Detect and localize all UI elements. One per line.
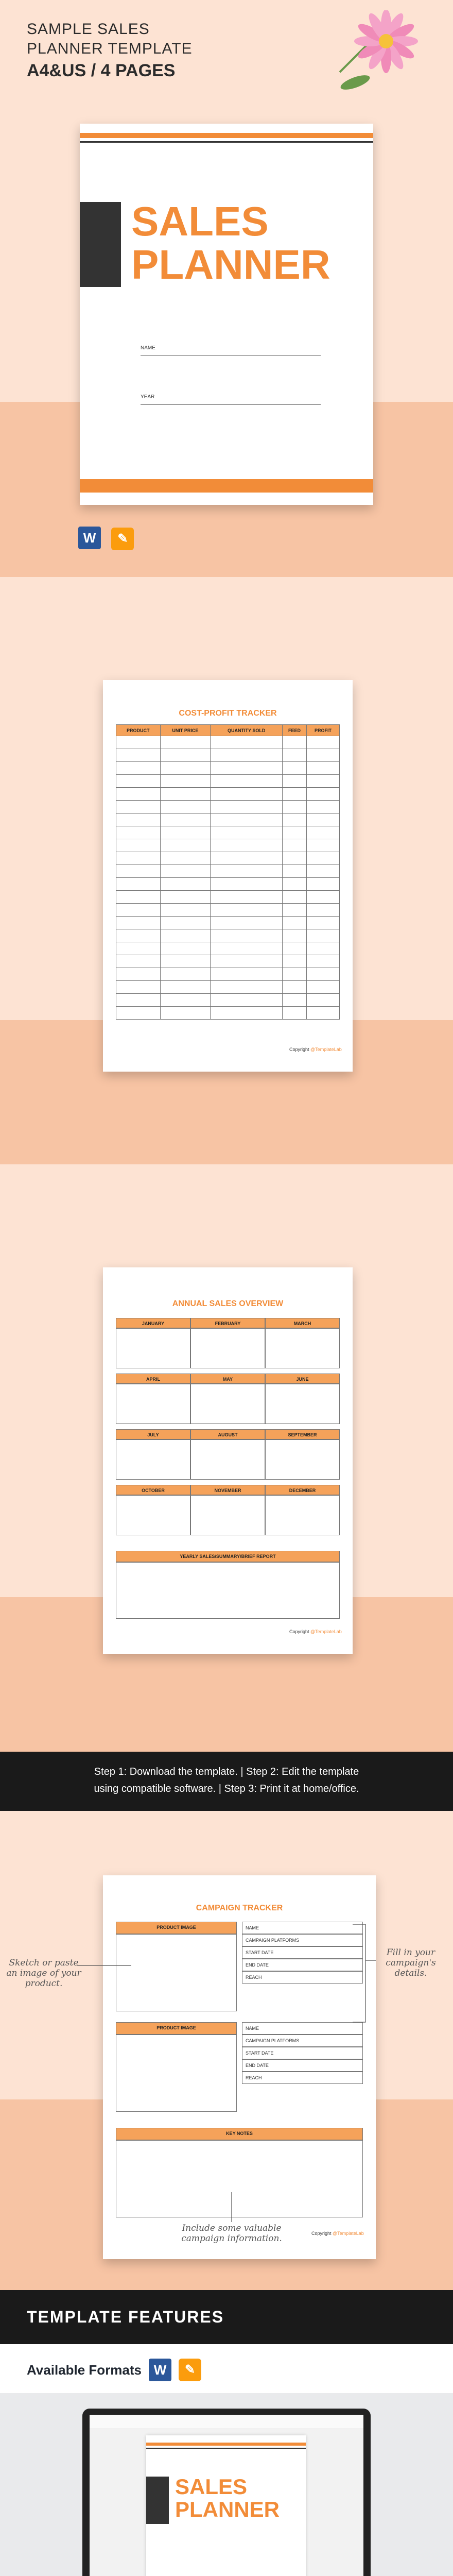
month-box[interactable] [116, 1495, 190, 1535]
table-cell[interactable] [307, 736, 340, 749]
screen-doc-title [175, 2476, 280, 2521]
features-banner [0, 2290, 453, 2344]
cost-profit-table-body [116, 736, 340, 1020]
month-header: MARCH [265, 1318, 340, 1328]
month-box[interactable] [190, 1495, 265, 1535]
table-cell[interactable] [211, 917, 283, 929]
table-cell[interactable] [283, 788, 307, 801]
table-row [116, 852, 340, 865]
campaign-field[interactable]: CAMPAIGN PLATFORMS [242, 2035, 363, 2047]
table-cell[interactable] [307, 955, 340, 968]
table-header-row [116, 725, 340, 736]
annotation-left-connector [77, 1960, 134, 1971]
table-cell[interactable] [307, 749, 340, 762]
table-cell[interactable] [160, 955, 211, 968]
table-cell[interactable] [160, 994, 211, 1007]
table-cell[interactable] [160, 826, 211, 839]
table-row [116, 878, 340, 891]
table-cell[interactable] [160, 891, 211, 904]
table-cell[interactable] [160, 788, 211, 801]
table-cell[interactable] [211, 775, 283, 788]
campaign-title: CAMPAIGN TRACKER [196, 1904, 283, 1912]
month-box[interactable] [190, 1328, 265, 1368]
word-icon: W [78, 527, 101, 549]
features-banner-title: TEMPLATE FEATURES [27, 2308, 224, 2326]
table-row [116, 826, 340, 839]
table-cell[interactable] [211, 968, 283, 981]
table-cell[interactable] [211, 904, 283, 917]
table-row [116, 917, 340, 929]
table-cell[interactable] [160, 904, 211, 917]
table-cell[interactable] [307, 801, 340, 814]
hero-line1: SAMPLE SALES [27, 21, 150, 38]
annotation-details: Fill in your campaign's details. [386, 1947, 436, 1978]
copyright-line [289, 1047, 342, 1052]
table-cell[interactable] [116, 736, 161, 749]
hero-line2: PLANNER TEMPLATE [27, 40, 193, 57]
table-row [116, 788, 340, 801]
table-cell[interactable] [283, 955, 307, 968]
screen-doc-title-line1: SALES [175, 2475, 248, 2499]
cost-profit-section [0, 577, 453, 1164]
report-box[interactable] [116, 1562, 340, 1619]
column-header: PROFIT [307, 725, 340, 736]
table-cell[interactable] [211, 749, 283, 762]
table-cell[interactable] [160, 929, 211, 942]
name-label: NAME [141, 345, 155, 351]
table-cell[interactable] [116, 801, 161, 814]
table-row [116, 981, 340, 994]
table-cell[interactable] [160, 775, 211, 788]
cover-bottom-bar [80, 479, 373, 493]
key-notes-box[interactable] [116, 2140, 363, 2217]
table-cell[interactable] [116, 929, 161, 942]
table-cell[interactable] [160, 865, 211, 878]
table-cell[interactable] [116, 826, 161, 839]
table-cell[interactable] [307, 762, 340, 775]
table-cell[interactable] [116, 839, 161, 852]
month-header: DECEMBER [265, 1485, 340, 1495]
month-box[interactable] [265, 1328, 340, 1368]
table-cell[interactable] [116, 891, 161, 904]
table-cell[interactable] [211, 788, 283, 801]
table-cell[interactable] [211, 891, 283, 904]
column-header: QUANTITY SOLD [211, 725, 283, 736]
table-cell[interactable] [211, 878, 283, 891]
table-cell[interactable] [211, 839, 283, 852]
table-cell[interactable] [283, 891, 307, 904]
product-image-header: PRODUCT IMAGE [116, 2022, 237, 2035]
brand-link[interactable]: @TemplateLab [310, 1629, 342, 1634]
campaign-field[interactable]: NAME [242, 1922, 363, 1934]
table-cell[interactable] [283, 994, 307, 1007]
table-cell[interactable] [211, 929, 283, 942]
table-cell[interactable] [307, 917, 340, 929]
annotation-sketch: Sketch or paste an image of your product. [6, 1958, 81, 1989]
table-cell[interactable] [116, 1007, 161, 1020]
table-row [116, 1007, 340, 1020]
table-cell[interactable] [160, 801, 211, 814]
month-header: OCTOBER [116, 1485, 190, 1495]
table-cell[interactable] [116, 968, 161, 981]
month-header: SEPTEMBER [265, 1429, 340, 1439]
report-header: YEARLY SALES/SUMMARY/BRIEF REPORT [116, 1551, 340, 1562]
table-cell[interactable] [307, 981, 340, 994]
brand-link[interactable]: @TemplateLab [333, 2231, 364, 2236]
table-cell[interactable] [283, 801, 307, 814]
table-cell[interactable] [307, 891, 340, 904]
table-cell[interactable] [283, 981, 307, 994]
month-box[interactable] [265, 1384, 340, 1424]
table-cell[interactable] [160, 968, 211, 981]
product-image-header: PRODUCT IMAGE [116, 1922, 237, 1934]
table-cell[interactable] [160, 1007, 211, 1020]
table-cell[interactable] [116, 878, 161, 891]
column-header: FEED [283, 725, 307, 736]
annual-sales-section [0, 1164, 453, 1752]
table-row [116, 994, 340, 1007]
laptop [67, 2409, 386, 2576]
screen-doc-line [146, 2448, 306, 2449]
table-cell[interactable] [211, 1007, 283, 1020]
table-cell[interactable] [116, 955, 161, 968]
cover-title-line1: SALES [131, 198, 269, 244]
screen-doc-title-line2: PLANNER [175, 2497, 280, 2521]
copyright-text: Copyright [289, 1047, 309, 1052]
table-cell[interactable] [116, 762, 161, 775]
month-box[interactable] [116, 1384, 190, 1424]
table-cell[interactable] [307, 1007, 340, 1020]
column-header: UNIT PRICE [160, 725, 211, 736]
screen-doc-block [146, 2477, 169, 2524]
campaign-section [0, 1811, 453, 2290]
table-row [116, 955, 340, 968]
table-cell[interactable] [283, 762, 307, 775]
table-cell[interactable] [116, 981, 161, 994]
cover-page [80, 124, 373, 505]
product-image-box[interactable] [116, 2035, 237, 2112]
month-header: JUNE [265, 1374, 340, 1384]
table-cell[interactable] [116, 865, 161, 878]
month-box[interactable] [116, 1439, 190, 1480]
flower-image [319, 10, 432, 93]
table-row [116, 839, 340, 852]
table-cell[interactable] [307, 788, 340, 801]
table-cell[interactable] [283, 736, 307, 749]
copyright-line [311, 2231, 364, 2236]
table-cell[interactable] [116, 917, 161, 929]
month-header: MAY [190, 1374, 265, 1384]
campaign-field[interactable]: REACH [242, 1971, 363, 1984]
hero-format-icons [78, 527, 134, 550]
annual-sales-page [103, 1267, 353, 1654]
campaign-field[interactable]: START DATE [242, 1946, 363, 1959]
cover-title-line2: PLANNER [131, 242, 330, 287]
campaign-field[interactable]: END DATE [242, 2059, 363, 2072]
table-cell[interactable] [160, 917, 211, 929]
month-header: NOVEMBER [190, 1485, 265, 1495]
campaign-field[interactable]: END DATE [242, 1959, 363, 1971]
table-cell[interactable] [283, 929, 307, 942]
table-row [116, 762, 340, 775]
month-header: APRIL [116, 1374, 190, 1384]
table-cell[interactable] [160, 814, 211, 826]
table-cell[interactable] [160, 762, 211, 775]
table-cell[interactable] [211, 801, 283, 814]
table-cell[interactable] [211, 981, 283, 994]
month-box[interactable] [265, 1495, 340, 1535]
table-cell[interactable] [160, 942, 211, 955]
laptop-screen [90, 2415, 363, 2576]
month-box[interactable] [265, 1439, 340, 1480]
table-cell[interactable] [307, 942, 340, 955]
campaign-page [103, 1875, 376, 2259]
month-box[interactable] [190, 1384, 265, 1424]
table-cell[interactable] [116, 852, 161, 865]
table-cell[interactable] [116, 749, 161, 762]
table-cell[interactable] [283, 826, 307, 839]
formats-label: Available Formats [27, 2362, 142, 2378]
month-box[interactable] [190, 1439, 265, 1480]
cover-dark-block [80, 202, 121, 287]
table-cell[interactable] [283, 775, 307, 788]
features-section [0, 2344, 453, 2576]
table-cell[interactable] [116, 994, 161, 1007]
table-cell[interactable] [211, 852, 283, 865]
table-cell[interactable] [211, 942, 283, 955]
year-label: YEAR [141, 394, 155, 400]
table-cell[interactable] [211, 762, 283, 775]
table-cell[interactable] [116, 814, 161, 826]
table-cell[interactable] [160, 878, 211, 891]
table-cell[interactable] [116, 904, 161, 917]
table-cell[interactable] [211, 814, 283, 826]
table-cell[interactable] [307, 929, 340, 942]
table-cell[interactable] [307, 994, 340, 1007]
table-cell[interactable] [283, 968, 307, 981]
table-cell[interactable] [160, 839, 211, 852]
hero-section [0, 0, 453, 577]
annotation-right-connector [350, 1922, 378, 2025]
table-cell[interactable] [283, 749, 307, 762]
table-row [116, 775, 340, 788]
column-header: PRODUCT [116, 725, 161, 736]
month-header: FEBRUARY [190, 1318, 265, 1328]
annotation-bottom-connector [229, 2192, 234, 2223]
table-row [116, 904, 340, 917]
name-line [141, 355, 321, 356]
campaign-field[interactable]: CAMPAIGN PLATFORMS [242, 1934, 363, 1946]
copyright-line [289, 1629, 342, 1634]
month-header: JULY [116, 1429, 190, 1439]
table-row [116, 801, 340, 814]
table-cell[interactable] [307, 839, 340, 852]
word-ribbon [90, 2415, 363, 2429]
table-row [116, 749, 340, 762]
table-row [116, 736, 340, 749]
steps-line1: Step 1: Download the template. | Step 2: Edit the template [94, 1766, 359, 1777]
table-cell[interactable] [307, 878, 340, 891]
table-cell[interactable] [160, 736, 211, 749]
cost-profit-table [116, 724, 340, 1020]
table-cell[interactable] [116, 942, 161, 955]
month-box[interactable] [116, 1328, 190, 1368]
campaign-field[interactable]: NAME [242, 2022, 363, 2035]
table-row [116, 814, 340, 826]
table-cell[interactable] [211, 826, 283, 839]
table-cell[interactable] [160, 852, 211, 865]
table-row [116, 968, 340, 981]
table-cell[interactable] [307, 814, 340, 826]
year-line [141, 404, 321, 405]
copyright-text: Copyright [289, 1629, 309, 1634]
table-cell[interactable] [307, 904, 340, 917]
word-icon: W [149, 2359, 171, 2381]
table-cell[interactable] [307, 865, 340, 878]
cover-top-line [80, 141, 373, 143]
cover-top-bar [80, 133, 373, 138]
table-row [116, 929, 340, 942]
screen-doc-bar [146, 2443, 306, 2446]
screen-document [146, 2435, 306, 2576]
steps-line2: using compatible software. | Step 3: Print it at home/office. [94, 1783, 359, 1794]
annual-sales-title: ANNUAL SALES OVERVIEW [172, 1299, 284, 1308]
table-row [116, 891, 340, 904]
table-cell[interactable] [211, 865, 283, 878]
table-cell[interactable] [116, 788, 161, 801]
month-header: JANUARY [116, 1318, 190, 1328]
cost-profit-title: COST-PROFIT TRACKER [179, 709, 277, 718]
copyright-text: Copyright [311, 2231, 332, 2236]
table-cell[interactable] [283, 814, 307, 826]
month-header: AUGUST [190, 1429, 265, 1439]
table-row [116, 865, 340, 878]
cost-profit-page [103, 680, 353, 1072]
formats-row [27, 2354, 201, 2385]
table-cell[interactable] [307, 826, 340, 839]
table-cell[interactable] [160, 981, 211, 994]
table-cell[interactable] [116, 775, 161, 788]
product-image-box[interactable] [116, 1934, 237, 2011]
hero-line3: A4&US / 4 PAGES [27, 61, 176, 80]
table-cell[interactable] [283, 942, 307, 955]
table-cell[interactable] [307, 852, 340, 865]
table-cell[interactable] [211, 955, 283, 968]
table-cell[interactable] [160, 749, 211, 762]
table-cell[interactable] [283, 839, 307, 852]
table-cell[interactable] [211, 736, 283, 749]
pages-icon: ✎ [179, 2359, 201, 2381]
table-cell[interactable] [211, 994, 283, 1007]
table-row [116, 942, 340, 955]
annotation-campaign-info: Include some valuable campaign information. [181, 2223, 282, 2244]
table-cell[interactable] [283, 1007, 307, 1020]
key-notes-header: KEY NOTES [116, 2128, 363, 2140]
table-cell[interactable] [307, 968, 340, 981]
table-cell[interactable] [283, 865, 307, 878]
table-cell[interactable] [283, 917, 307, 929]
brand-link[interactable]: @TemplateLab [310, 1047, 342, 1052]
campaign-field[interactable]: START DATE [242, 2047, 363, 2059]
table-cell[interactable] [283, 878, 307, 891]
cover-title [131, 200, 330, 286]
table-cell[interactable] [283, 904, 307, 917]
table-cell[interactable] [283, 852, 307, 865]
campaign-field[interactable]: REACH [242, 2072, 363, 2084]
table-cell[interactable] [307, 775, 340, 788]
steps-band [0, 1752, 453, 1811]
hero-heading [27, 21, 193, 81]
pages-icon: ✎ [111, 528, 134, 550]
